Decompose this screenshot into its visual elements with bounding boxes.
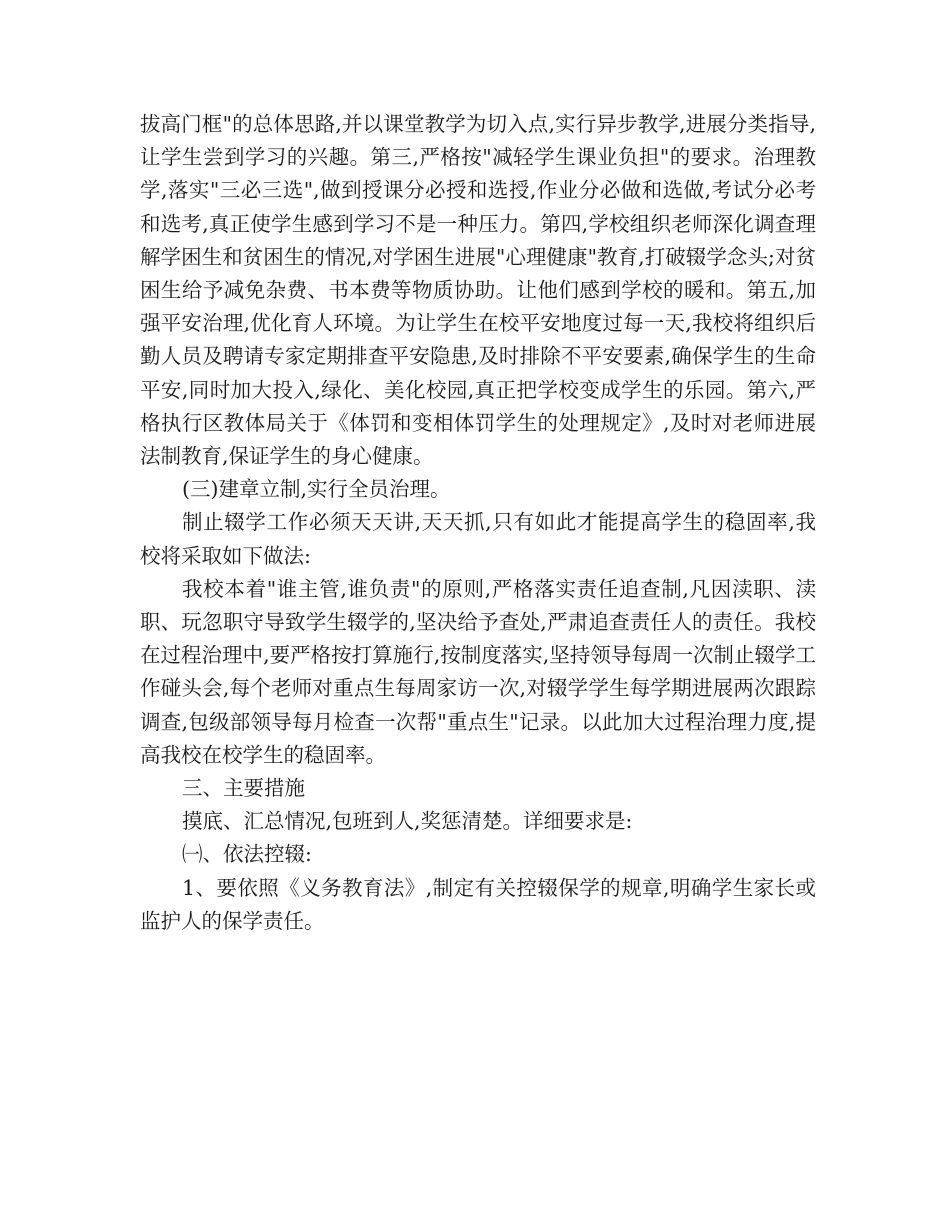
para-continuation: 拔高门框"的总体思路,并以课堂教学为切入点,实行异步教学,进展分类指导,让学生尝到学习的兴趣。第三,严格按"减轻学生课业负担"的要求。治理教学,落实"三必三选",做到授课分必授和选授,作业分必做和选做,考试分必考和选考,真正使学生感到学习不是一种压力。第四,学校组织老师深化调查理解学困生和贫困生的情况,对学困生进展"心理健康"教育,打破辍学念头;对贫困生给予减免杂费、书本费等物质协助。让他们感到学校的暖和。第五,加强平安治理,优化育人环境。为让学生在校平安地度过每一天,我校将组织后勤人员及聘请专家定期排查平安隐患,及时排除不平安要素,确保学生的生命平安,同时加大投入,绿化、美化校园,真正把学校变成学生的乐园。第六,严格执行区教体局关于《体罚和变相体罚学生的处理规定》,及时对老师进展法制教育,保证学生的身心健康。 — [140, 112, 816, 469]
heading-main-measures: 三、主要措施 — [182, 776, 305, 801]
document-body — [140, 108, 816, 938]
para-responsibility: 我校本着"谁主管,谁负责"的原则,严格落实责任追查制,凡因渎职、渎职、玩忽职守导致学生辍学的,坚决给予查处,严肃追查责任人的责任。我校在过程治理中,要严格按打算施行,按制度落实,坚持领导每周一次制止辍学工作碰头会,每个老师对重点生每周家访一次,对辍学学生每学期进展两次跟踪调查,包级部领导每月检查一次帮"重点生"记录。以此加大过程治理力度,提高我校在校学生的稳固率。 — [140, 576, 816, 767]
para-item-one: 1、要依照《义务教育法》,制定有关控辍保学的规章,明确学生家长或监护人的保学责任。 — [140, 875, 816, 933]
section-heading-three: (三)建章立制,实行全员治理。 — [182, 477, 451, 502]
subheading-legal-control: ㈠、依法控辍: — [182, 842, 312, 867]
para-daily-practice: 制止辍学工作必须天天讲,天天抓,只有如此才能提高学生的稳固率,我校将采取如下做法: — [140, 510, 816, 568]
para-survey: 摸底、汇总情况,包班到人,奖惩清楚。详细要求是: — [182, 809, 633, 834]
